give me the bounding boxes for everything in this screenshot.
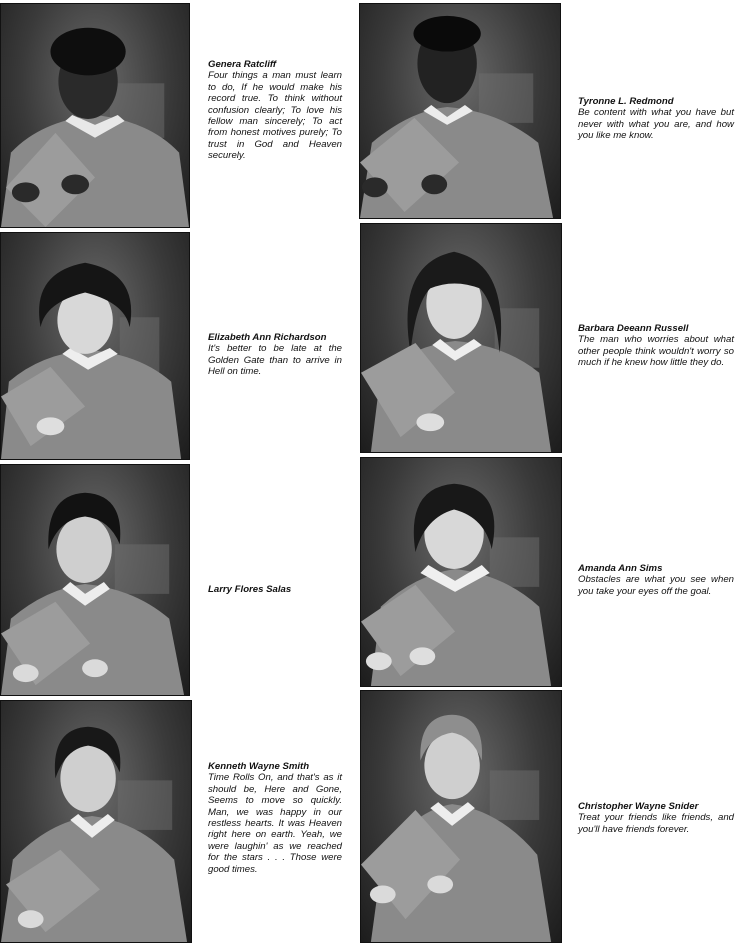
senior-entry (578, 96, 734, 142)
senior-entry (208, 332, 342, 378)
senior-name: Barbara Deeann Russell (578, 323, 689, 334)
senior-name: Elizabeth Ann Richardson (208, 332, 327, 343)
senior-name: Amanda Ann Sims (578, 563, 663, 574)
senior-entry (578, 323, 734, 369)
senior-entry (208, 761, 342, 875)
portrait-photo (0, 700, 192, 943)
senior-name: Genera Ratcliff (208, 59, 277, 70)
portrait-photo (359, 3, 561, 219)
senior-name: Tyronne L. Redmond (578, 96, 674, 107)
portrait-photo (360, 223, 562, 453)
senior-name: Larry Flores Salas (208, 584, 292, 595)
senior-name: Christopher Wayne Snider (578, 801, 699, 812)
senior-entry (578, 801, 734, 835)
senior-quote: It's better to be late at the Golden Gate than to arrive in Hell on time. (208, 343, 342, 378)
portrait-photo (0, 3, 190, 228)
senior-entry (208, 59, 342, 162)
senior-name: Kenneth Wayne Smith (208, 761, 310, 772)
portrait-photo (0, 232, 190, 460)
senior-entry (578, 563, 734, 597)
senior-quote: Treat your friends like friends, and you'll have friends forever. (578, 812, 734, 835)
senior-quote: Obstacles are what you see when you take your eyes off the goal. (578, 574, 734, 597)
portrait-photo (0, 464, 190, 696)
senior-entry (208, 584, 342, 595)
portrait-photo (360, 457, 562, 687)
senior-quote: Time Rolls On, and that's as it should be, Here and Gone, Seems to move so quickly. Man, we was happy in our restless hearts. It was Heaven right here on earth. Yeah, we were laughin' as we reached for the stars . . . Those were good times. (208, 772, 342, 875)
senior-quote: The man who worries about what other people think wouldn't worry so much if he knew how little they do. (578, 334, 734, 369)
senior-quote: Four things a man must learn to do, If he would make his record true. To think without confusion clearly; To love his fellow man sincerely; To act from honest motives purely; To trust in God and Heaven securely. (208, 70, 342, 162)
portrait-photo (360, 690, 562, 943)
senior-quote: Be content with what you have but never with what you are, and how you like me know. (578, 107, 734, 142)
